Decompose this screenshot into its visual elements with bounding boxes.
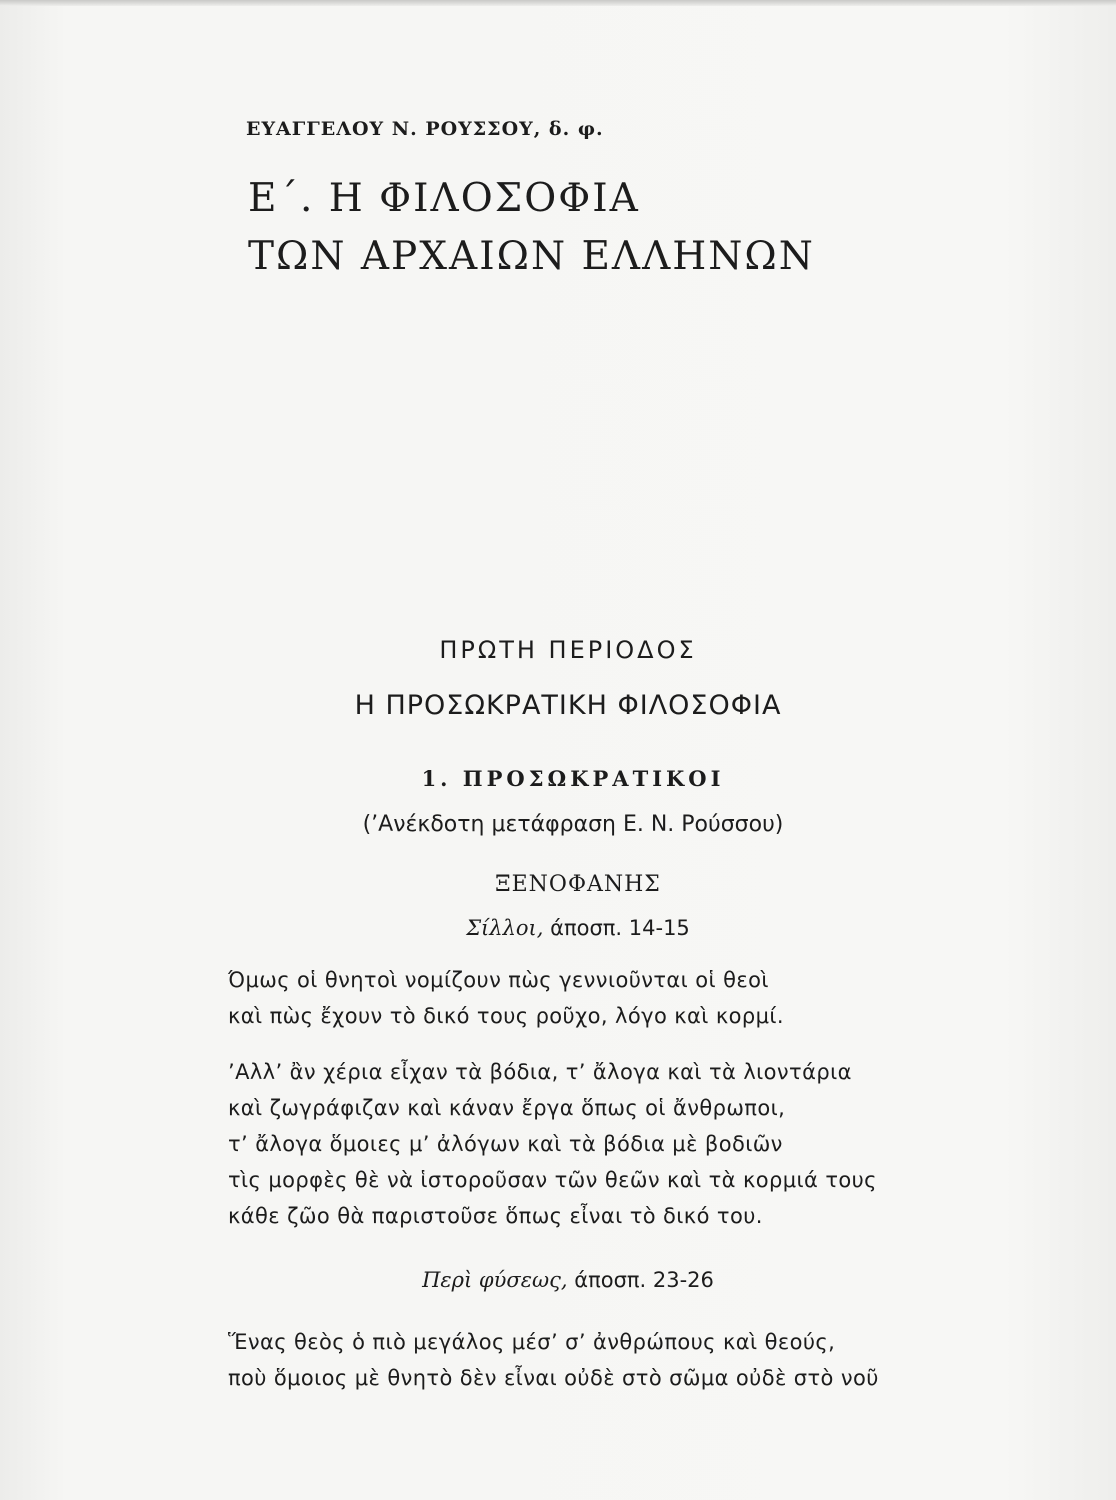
chapter-heading: 1. ΠΡΟΣΩΚΡΑΤΙΚΟΙ xyxy=(421,766,725,791)
verse-line: ’Αλλ’ ἂν χέρια εἶχαν τὰ βόδια, τ’ ἄλογα καὶ τὰ λιοντάρια xyxy=(228,1060,852,1084)
fragment-ref: άποσπ. 14-15 xyxy=(543,916,690,940)
verse-stanza-2 xyxy=(228,1054,877,1234)
section-heading: Η ΠΡΟΣΩΚΡΑΤΙΚΗ ΦΙΛΟΣΟΦΙΑ xyxy=(354,690,782,721)
book-title-line-2: ΤΩΝ ΑΡΧΑΙΩΝ ΕΛΛΗΝΩΝ xyxy=(248,234,815,279)
philosopher-name: ΞΕΝΟΦΑΝΗΣ xyxy=(495,872,661,897)
verse-line: καὶ ζωγράφιζαν καὶ κάναν ἔργα ὅπως οἱ ἄνθρωποι, xyxy=(228,1096,786,1120)
bleed-through-text xyxy=(190,55,195,86)
fragment-source-2 xyxy=(0,1268,1116,1292)
verse-stanza-1 xyxy=(228,962,784,1034)
book-title-line-1: Ε΄. Η ΦΙΛΟΣΟΦΙΑ xyxy=(248,176,640,221)
verse-line: καὶ πὼς ἔχουν τὸ δικό τους ροῦχο, λόγο καὶ κορμί. xyxy=(228,1004,784,1028)
author-name: ΕΥΑΓΓΕΛΟΥ Ν. ΡΟΥΣΣΟΥ, δ. φ. xyxy=(246,118,604,140)
work-title: Σίλλοι, xyxy=(466,916,544,940)
verse-line: κάθε ζῶο θὰ παριστοῦσε ὅπως εἶναι τὸ δικό του. xyxy=(228,1204,763,1228)
page-top-edge xyxy=(0,0,1116,6)
period-heading: ΠΡΩΤΗ ΠΕΡΙΟΔΟΣ xyxy=(439,636,697,664)
verse-line: ποὺ ὅμοιος μὲ θνητὸ δὲν εἶναι οὐδὲ στὸ σῶμα οὐδὲ στὸ νοῦ xyxy=(228,1366,879,1390)
fragment-source-1 xyxy=(0,916,1116,940)
verse-line: Όμως οἱ θνητοὶ νομίζουν πὼς γεννιοῦνται οἱ θεοὶ xyxy=(228,968,769,992)
book-title xyxy=(248,170,815,286)
fragment-ref: άποσπ. 23-26 xyxy=(567,1268,714,1292)
verse-stanza-3 xyxy=(228,1324,879,1396)
translation-note: (’Ανέκδοτη μετάφραση Ε. Ν. Ρούσσου) xyxy=(362,812,784,837)
verse-line: Ἕνας θεὸς ὁ πιὸ μεγάλος μέσ’ σ’ ἀνθρώπους καὶ θεούς, xyxy=(228,1330,836,1354)
verse-line: τ’ ἄλογα ὅμοιες μ’ ἀλόγων καὶ τὰ βόδια μὲ βοδιῶν xyxy=(228,1132,783,1156)
work-title: Περὶ φύσεως, xyxy=(422,1268,568,1292)
verse-line: τὶς μορφὲς θὲ νὰ ἱστοροῦσαν τῶν θεῶν καὶ τὰ κορμιά τους xyxy=(228,1168,877,1192)
